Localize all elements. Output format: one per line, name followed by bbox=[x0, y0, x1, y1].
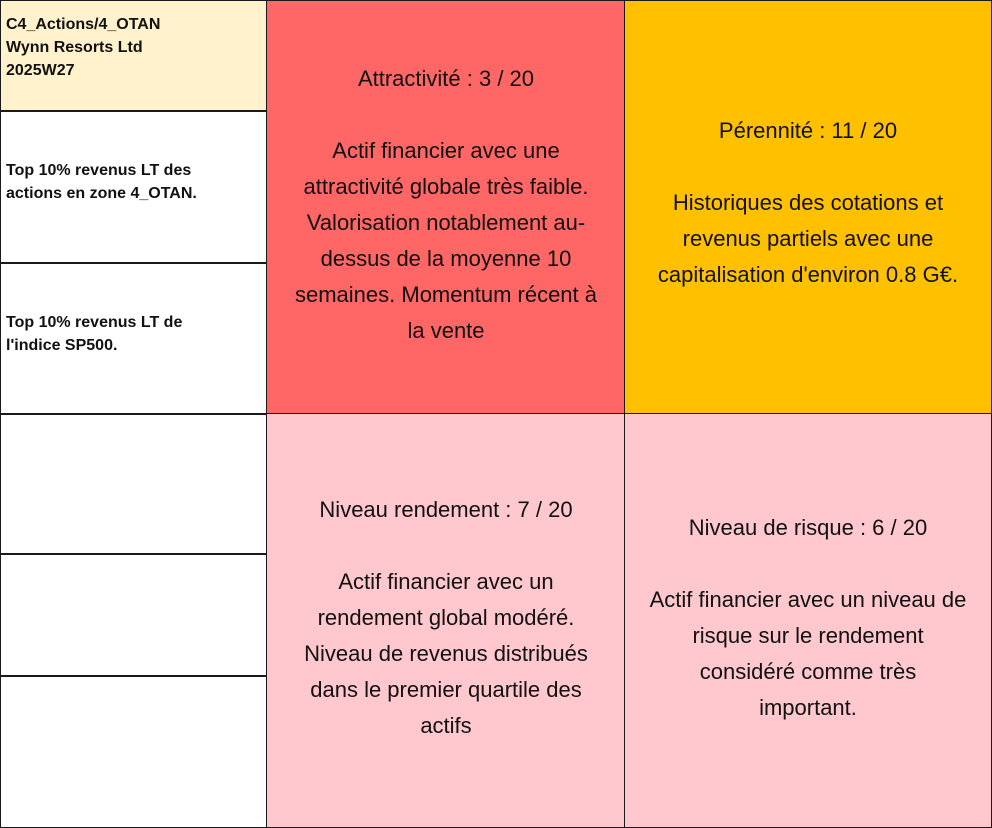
header-cell bbox=[0, 0, 268, 112]
note-index-text: Top 10% revenus LT de l'indice SP500. bbox=[6, 314, 183, 354]
perennite-panel bbox=[624, 0, 992, 415]
note-cell-1 bbox=[0, 110, 268, 264]
risque-description: Actif financier avec un niveau de risque sur le rendement considéré comme très important. bbox=[649, 586, 967, 720]
risque-title: Niveau de risque : 6 / 20 bbox=[688, 514, 928, 540]
note-cell-2 bbox=[0, 262, 268, 415]
rendement-panel bbox=[266, 413, 626, 828]
empty-cell-2 bbox=[0, 553, 268, 677]
empty-cell-1 bbox=[0, 413, 268, 555]
empty-cell-3 bbox=[0, 675, 268, 828]
attractivite-title: Attractivité : 3 / 20 bbox=[357, 65, 535, 91]
header-week: 2025W27 bbox=[6, 62, 75, 79]
attractivite-description: Actif financier avec une attractivité globale très faible. Valorisation notablement au- dessus de la moyenne 10 semaines. Momentum récent à la vente bbox=[294, 137, 598, 343]
attractivite-panel bbox=[266, 0, 626, 415]
note-zone-text: Top 10% revenus LT des actions en zone 4_OTAN. bbox=[6, 162, 197, 202]
risque-panel bbox=[624, 413, 992, 828]
rendement-title: Niveau rendement : 7 / 20 bbox=[319, 496, 573, 522]
header-text bbox=[6, 13, 160, 82]
perennite-title: Pérennité : 11 / 20 bbox=[718, 117, 898, 143]
header-category: C4_Actions/4_OTAN bbox=[6, 16, 161, 33]
header-company: Wynn Resorts Ltd bbox=[6, 39, 143, 56]
rendement-description: Actif financier avec un rendement global modéré. Niveau de revenus distribués dans le premier quartile des actifs bbox=[304, 568, 588, 738]
perennite-description: Historiques des cotations et revenus partiels avec une capitalisation d'environ 0.8 G€. bbox=[657, 189, 959, 287]
